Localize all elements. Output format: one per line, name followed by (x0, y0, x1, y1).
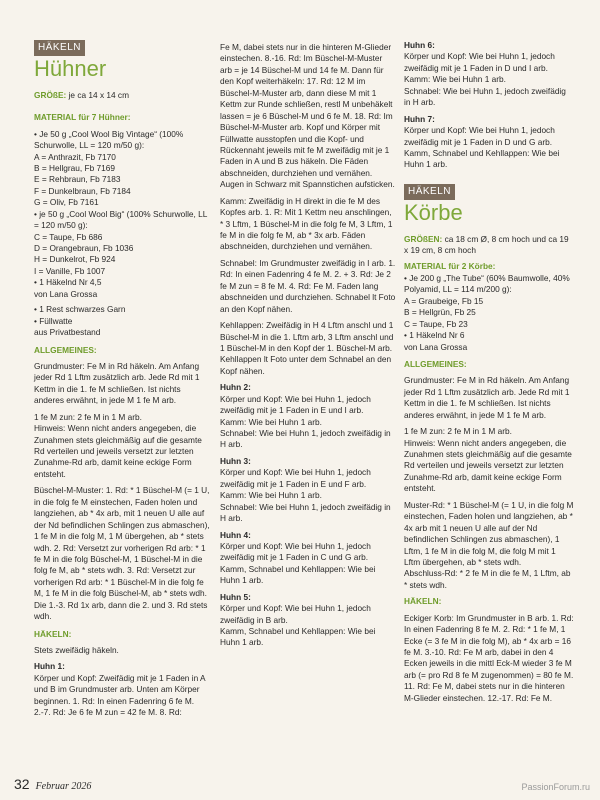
page-title: Hühner (34, 55, 107, 81)
chicken-1-text: Körper und Kopf: Zweifädig mit je 1 Faden in A und B im Grundmuster arb. Unten am Körper beginnen. 1. Rd: In einen Fadenring 6 fe M. 2.-7. Rd: Je 6 fe M zun = 42 fe M. 8. Rd: (34, 672, 206, 718)
chicken-6-heading: Huhn 6: (404, 40, 435, 50)
chicken-7-comb: Kamm, Schnabel und Kehllappen: Wie bei Huhn 1 arb. (404, 147, 560, 170)
wattle-text: Kehllappen: Zweifädig in H 4 Lftm anschl und 1 Büschel-M in die 1. Lftm arb, 3 Lftm anschl und 1 Büschel-M in den Kopf der 1. Büschel-M arb. Kehllappen lt Foto unter dem Schnabel an den Kopf nähen. (220, 320, 394, 376)
column-2 (220, 42, 396, 654)
chicken-4-comb: Kamm, Schnabel und Kehllappen: Wie bei Huhn 1 arb. (220, 563, 376, 586)
watermark: PassionForum.ru (521, 782, 590, 792)
baskets-title: Körbe (404, 199, 463, 225)
size-line: GRÖßE: je ca 14 x 14 cm (34, 89, 129, 100)
chicken-3-beak: Schnabel: Wie bei Huhn 1, jedoch zweifädig in H arb. (220, 501, 391, 524)
chicken-3-heading: Huhn 3: (220, 455, 251, 466)
crochet-heading: HÄKELN: (34, 628, 72, 639)
material-heading: MATERIAL für 7 Hühner: (34, 112, 131, 123)
increase-note: 1 fe M zun: 2 fe M in 1 M arb. (34, 411, 142, 422)
page-number: 32 (14, 776, 30, 792)
baskets-increase-note: 1 fe M zun: 2 fe M in 1 M arb. (404, 426, 512, 437)
chicken-3-text: Körper und Kopf: Wie bei Huhn 1, jedoch zweifädig mit je 1 Faden in E und F arb. (220, 467, 371, 489)
chicken-6-comb: Kamm: Wie bei Huhn 1 arb. (404, 74, 506, 85)
beak-text: Schnabel: Im Grundmuster zweifädig in I arb. 1. Rd: In einen Fadenring 4 fe M. 2. + 3. Rd: Je 2 fe M zun = 8 fe M. 4. Rd: Fe M. Faden lang abschneiden und durchziehen. Schnabel lt Foto an den Kopf nähen. (220, 257, 396, 314)
chicken-1-heading: Huhn 1: (34, 661, 65, 672)
general-heading: ALLGEMEINES: (34, 344, 97, 355)
chicken-3-comb: Kamm: Wie bei Huhn 1 arb. (220, 490, 322, 501)
crochet-note: Stets zweifädig häkeln. (34, 645, 119, 656)
finish-round: Abschluss-Rd: * 2 fe M in die fe M, 1 Lftm, ab * stets wdh. (404, 568, 571, 590)
chicken-4-text: Körper und Kopf: Wie bei Huhn 1, jedoch zweifädig mit je 1 Faden in C und G arb. (220, 540, 371, 563)
issue-month: Februar 2026 (35, 781, 92, 792)
body-text: Fe M, dabei stets nur in die hinteren M-Glieder einstechen. 8.-16. Rd: Im Büschel-M-Muster arb = je 14 Büschel-M und 14 fe M. Dann für den Kopf weiterhäkeln: 17. Rd: 12 M im Büschel-M-Muster arb, dann diese M mit 1 Kettm zur Runde schließen, restl M unbehäkelt lassen = je 6 Büschel-M und 6 fe M. 18. Rd: Im Büschel-M-Muster arb. Kopf und Körper mit Füllwatte ausstopfen und die Kopf- und Rückennaht jeweils mit fe M zweifädig mit je 1 Faden in A und B zus häkeln. Die Fäden abschneiden, durchziehen und vernähen. Augen in Schwarz mit Spannstichen aufsticken. (220, 42, 395, 190)
sizes-line: GRÖßEN: ca 18 cm Ø, 8 cm hoch und ca 19 x 19 cm, 8 cm hoch (404, 233, 569, 256)
chicken-2-heading: Huhn 2: (220, 382, 251, 393)
section-tag: HÄKELN (34, 40, 85, 56)
material-list: • Je 50 g „Cool Wool Big Vintage“ (100% Schurwolle, LL = 120 m/50 g): A = Anthrazit, Fb 7170 B = Hellgrau, Fb 7169 E = Rehbraun, Fb 7183 F = Dunkelbraun, Fb 7184 G = Oliv, Fb 7161 • je 50 g „Cool Wool Big“ (100% Schurwolle, LL = 120 m/50 g): C = Taupe, Fb 686 D = Orangebraun, Fb 1036 H = Dunkelrot, Fb 924 I = Vanille, Fb 1007 • 1 Häkelnd Nr 4,5 von Lana Grossa • 1 Rest schwarzes Garn • Füllwatte aus Privatbestand (34, 128, 208, 338)
square-basket-text: Eckiger Korb: Im Grundmuster in B arb. 1. Rd: In einen Fadenring 8 fe M. 2. Rd: * 1 fe M, 1 Ecke (= 3 fe M in die folg M), ab * 4x arb = 16 fe M. 3.-10. Rd: Fe M arb, dabei in den 4 Ecken jeweils in die mittl Eck-M wieder 3 fe M arb (= pro Rd 8 fe M zugenommen) = 80 fe M. 11. Rd: Fe M, dabei stets nur in die hinteren M-Glieder einstechen. 12.-17. Rd: Fe M. (404, 612, 574, 703)
chicken-2-text: Körper und Kopf: Wie bei Huhn 1, jedoch zweifädig mit je 1 Faden in E und I arb. (220, 393, 371, 416)
chicken-2-comb: Kamm: Wie bei Huhn 1 arb. (220, 416, 322, 427)
chicken-7-heading: Huhn 7: (404, 113, 435, 124)
chicken-5-text: Körper und Kopf: Wie bei Huhn 1, jedoch zweifädig in B arb. (220, 603, 371, 625)
comb-text: Kamm: Zweifädig in H direkt in die fe M des Kopfes arb. 1. R: Mit 1 Kettm neu anschlingen, * 3 Lftm, 1 Büschel-M in die folg fe M, 3 Lftm, 1 fe M in die folg fe M, ab * 3x arb. Fäden abschneiden, durchziehen und vernähen. (220, 195, 393, 252)
chicken-6-beak: Schnabel: Wie bei Huhn 1, jedoch zweifädig in H arb. (404, 85, 566, 108)
chicken-4-heading: Huhn 4: (220, 529, 251, 540)
baskets-crochet-heading: HÄKELN: (404, 596, 442, 607)
chicken-7-text: Körper und Kopf: Wie bei Huhn 1, jedoch zweifädig mit je 1 Faden in D und G arb. (404, 125, 555, 147)
baskets-general-heading: ALLGEMEINES: (404, 358, 467, 369)
basic-pattern: Grundmuster: Fe M in Rd häkeln. Am Anfang jeder Rd 1 Lftm zusätzlich arb. Jede Rd mit 1 Kettm in die 1. fe M schließen. Ist nichts anderes erwähnt, in jede M 1 fe M arb. (34, 360, 200, 406)
column-3 (404, 40, 574, 709)
column-1 (34, 40, 210, 724)
baskets-material-heading: MATERIAL für 2 Körbe: (404, 261, 496, 272)
page-footer (14, 776, 91, 792)
baskets-material-list: • Je 200 g „The Tube“ (60% Baumwolle, 40% Polyamid, LL = 114 m/200 g): A = Graubeige, Fb 15 B = Hellgrün, Fb 25 C = Taupe, Fb 23 • 1 Häkelnd Nr 6 von Lana Grossa (404, 272, 570, 352)
chicken-6-text: Körper und Kopf: Wie bei Huhn 1, jedoch zweifädig mit je 1 Faden in D und I arb. (404, 51, 555, 73)
section-tag-baskets: HÄKELN (404, 184, 455, 200)
hint: Hinweis: Wenn nicht anders angegeben, die Zunahmen stets gleichmäßig auf die gesamte Rd verteilen und jeweils versetzt zur letzten Zunahme-Rd arb, damit keine eckige Form entsteht. (34, 423, 202, 479)
chicken-5-comb: Kamm, Schnabel und Kehllappen: Wie bei Huhn 1 arb. (220, 626, 376, 648)
pattern-round: Muster-Rd: * 1 Büschel-M (= 1 U, in die folg M einstechen, Faden holen und langziehen, ab * 4x arb mit 1 neuen U alle auf der Nd befindlichen Schlingen zus abmaschen), 1 Lftm, 1 fe M in die folg M, die folg M mit 1 Lftm übergehen, ab * stets wdh. (404, 499, 574, 567)
baskets-basic-pattern: Grundmuster: Fe M in Rd häkeln. Am Anfang jeder Rd 1 Lftm zusätzlich arb. Jede Rd mit 1 Kettm in die 1. fe M schließen. Ist nichts anderes erwähnt, in jede M 1 fe M arb. (404, 375, 570, 420)
baskets-hint: Hinweis: Wenn nicht anders angegeben, die Zunahmen stets gleichmäßig auf die gesamte Rd verteilen und jeweils versetzt zur letzten Zunahme-Rd arb, damit keine eckige Form entsteht. (404, 437, 572, 494)
chicken-2-beak: Schnabel: Wie bei Huhn 1, jedoch zweifädig in H arb. (220, 428, 391, 450)
cluster-pattern: Büschel-M-Muster: 1. Rd: * 1 Büschel-M (= 1 U, in die folg fe M einstechen, Faden holen und langziehen, ab * 4x arb, mit 1 neuen U alle auf der Nd befindlichen Schlingen zus abmaschen), 1 fe M in die folg M, 1 M übergehen, ab * stets wdh. 2. Rd: Versetzt zur vorherigen Rd arb: * 1 fe M in die folg Büschel-M, 1 Büschel-M in die folg fe M, ab * stets wdh. 3. Rd: Versetzt zur vorherigen Rd arb: * 1 Büschel-M in die folg fe M, 1 fe M in die folg Büschel-M, ab * stets wdh. Die 1.-3. Rd 1x arb, dann die 2. und 3. Rd stets wdh. (34, 485, 210, 622)
chicken-5-heading: Huhn 5: (220, 591, 251, 602)
